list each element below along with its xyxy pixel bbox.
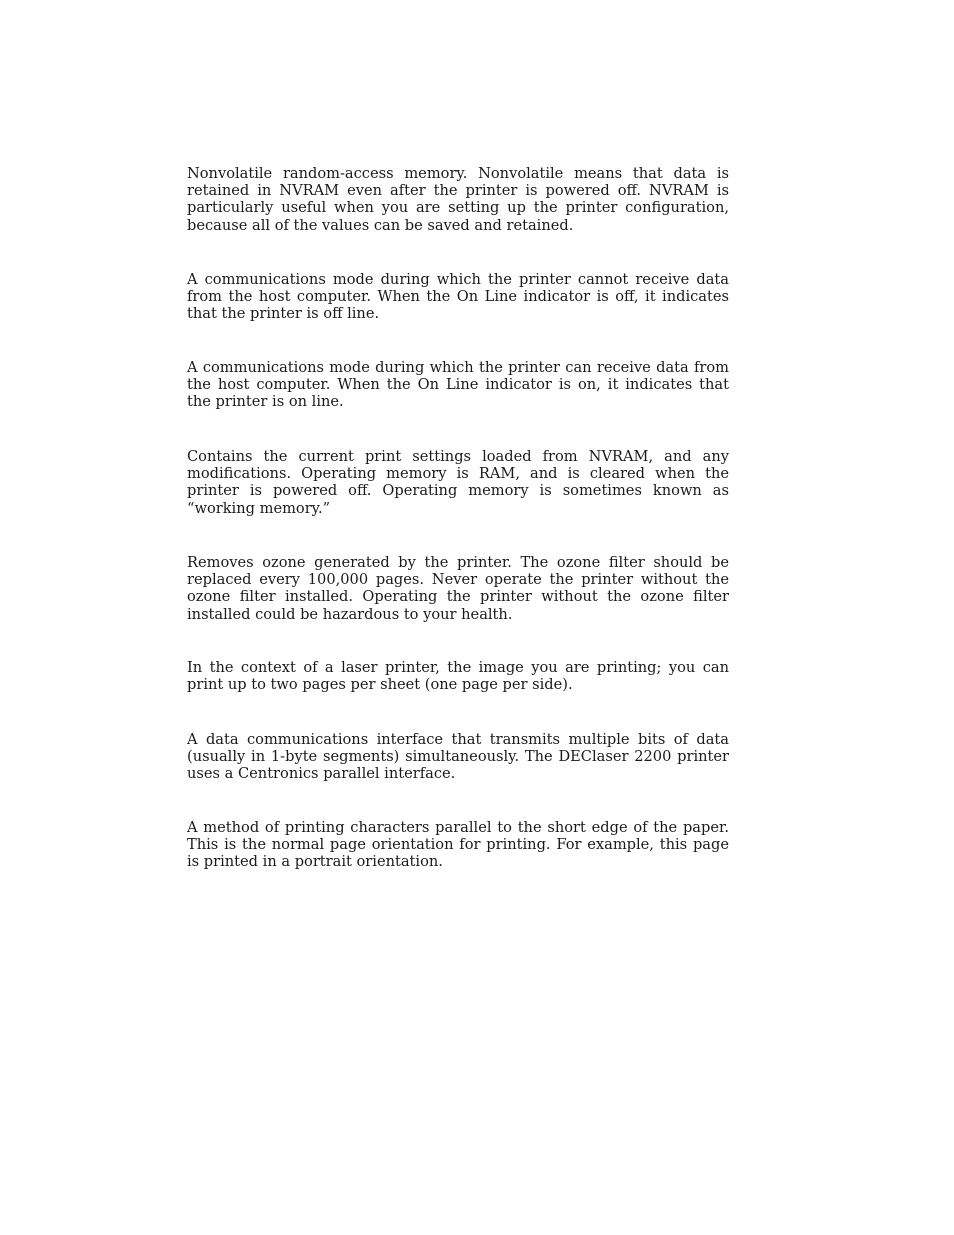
- definition-operating-memory: Contains the current print settings loaded from NVRAM, and any modifications. Operating memory is RAM, and is cleared when the printer is powered off. Operating memory is sometimes known as “working memory.”: [187, 448, 729, 517]
- definition-ozone-filter: Removes ozone generated by the printer. The ozone filter should be replaced every 100,000 pages. Never operate the printer without the ozone filter installed. Operating the printer without the ozone filter installed could be hazardous to your health.: [187, 554, 729, 623]
- definition-on-line: A communications mode during which the printer can receive data from the host computer. When the On Line indicator is on, it indicates that the printer is on line.: [187, 359, 729, 411]
- definition-nvram: Nonvolatile random-access memory. Nonvolatile means that data is retained in NVRAM even after the printer is powered off. NVRAM is particularly useful when you are setting up the printer configuration, because all of the values can be saved and retained.: [187, 165, 729, 234]
- definition-page: In the context of a laser printer, the image you are printing; you can print up to two pages per sheet (one page per side).: [187, 659, 729, 694]
- definition-portrait: A method of printing characters parallel to the short edge of the paper. This is the normal page orientation for printing. For example, this page is printed in a portrait orientation.: [187, 819, 729, 871]
- definition-off-line: A communications mode during which the printer cannot receive data from the host computer. When the On Line indicator is off, it indicates that the printer is off line.: [187, 271, 729, 323]
- definition-parallel-interface: A data communications interface that transmits multiple bits of data (usually in 1-byte segments) simultaneously. The DEClaser 2200 printer uses a Centronics parallel interface.: [187, 731, 729, 783]
